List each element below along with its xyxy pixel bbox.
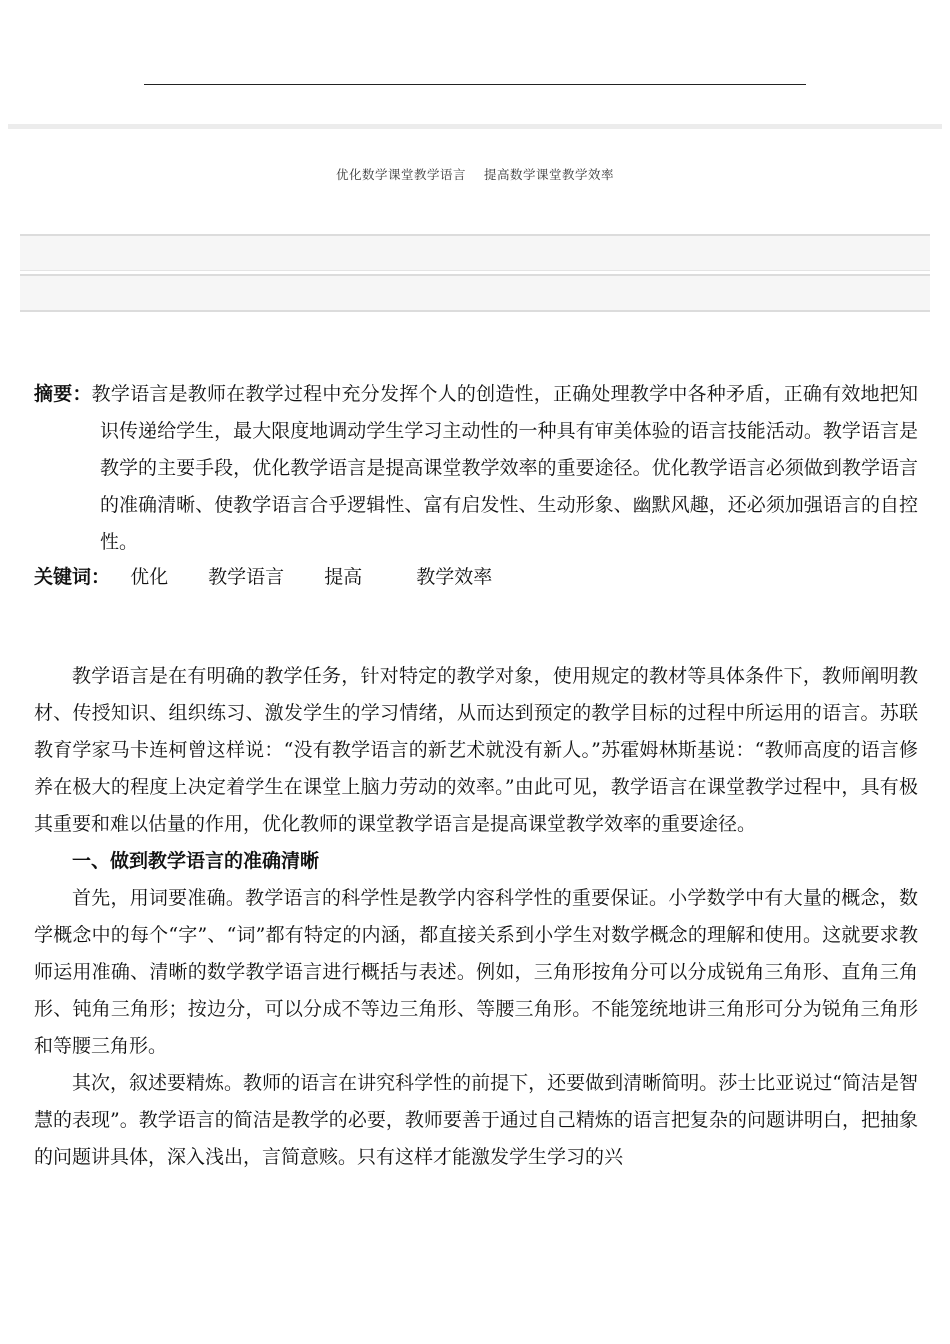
section-heading: 一、做到教学语言的准确清晰 <box>72 850 320 872</box>
abstract-paragraph <box>34 376 918 561</box>
divider-bar-1 <box>20 234 930 271</box>
intro-paragraph: 教学语言是在有明确的教学任务，针对特定的教学对象，使用规定的教材等具体条件下，教师阐明教材、传授知识、组织练习、激发学生的学习情绪，从而达到预定的教学目标的过程中所运用的语言。苏联教育学家马卡连柯曾这样说：“没有教学语言的新艺术就没有新人。”苏霍姆林斯基说：“教师高度的语言修养在极大的程度上决定着学生在课堂上脑力劳动的效率。”由此可见，教学语言在课堂教学过程中，具有极其重要和难以估量的作用，优化教师的课堂教学语言是提高课堂教学效率的重要途径。 <box>34 665 918 835</box>
abstract-section <box>34 376 918 561</box>
keyword: 优化 <box>130 566 169 588</box>
body-paragraph: 首先，用词要准确。教学语言的科学性是教学内容科学性的重要保证。小学数学中有大量的概念，数学概念中的每个“字”、“词”都有特定的内涵，都直接关系到小学生对数学概念的理解和使用。这就要求教师运用准确、清晰的数学教学语言进行概括与表述。例如，三角形按角分可以分成锐角三角形、直角三角形、钝角三角形；按边分，可以分成不等边三角形、等腰三角形。不能笼统地讲三角形可分为锐角三角形和等腰三角形。 <box>34 887 918 1057</box>
keyword: 教学效率 <box>416 566 493 588</box>
keyword: 教学语言 <box>208 566 285 588</box>
body-paragraph: 其次，叙述要精炼。教师的语言在讲究科学性的前提下，还要做到清晰简明。莎士比亚说过“简洁是智慧的表现”。教学语言的简洁是教学的必要，教师要善于通过自己精炼的语言把复杂的问题讲明白，把抽象的问题讲具体，深入浅出，言简意赅。只有这样才能激发学生学习的兴 <box>34 1072 918 1168</box>
keywords-label: 关键词： <box>34 566 111 588</box>
divider-bar-2 <box>20 274 930 312</box>
header-rule <box>144 84 806 85</box>
abstract-label: 摘要： <box>34 383 92 405</box>
page-title: 优化数学课堂教学语言 提高数学课堂教学效率 <box>336 167 614 182</box>
abstract-text: 教学语言是教师在教学过程中充分发挥个人的创造性，正确处理教学中各种矛盾，正确有效地把知识传递给学生，最大限度地调动学生学习主动性的一种具有审美体验的语言技能活动。教学语言是教学的主要手段，优化教学语言是提高课堂教学效率的重要途径。优化教学语言必须做到教学语言的准确清晰、使教学语言合乎逻辑性、富有启发性、生动形象、幽默风趣，还必须加强语言的自控性。 <box>91 383 918 553</box>
keyword: 提高 <box>324 566 363 588</box>
keywords-section <box>34 559 492 596</box>
header-band <box>8 124 942 129</box>
document-body <box>34 658 918 1176</box>
